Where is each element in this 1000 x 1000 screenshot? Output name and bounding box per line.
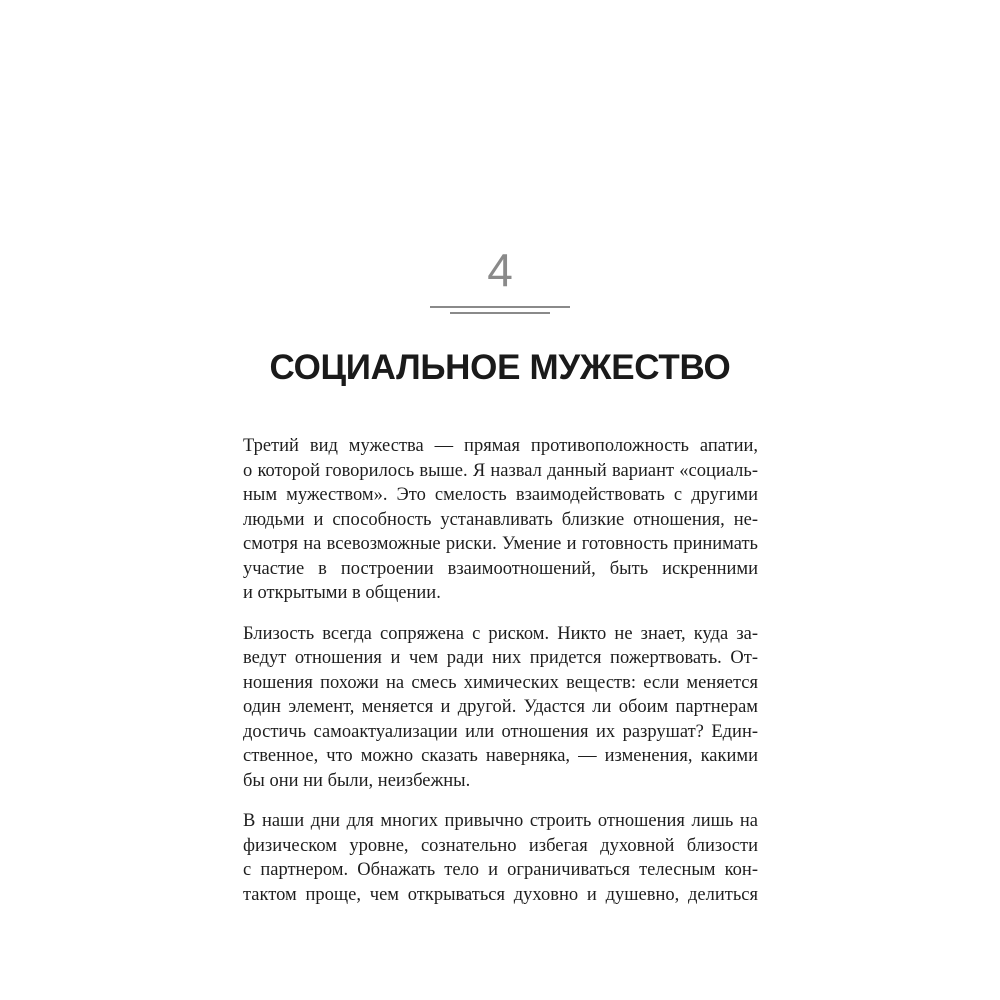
text-line: один элемент, меняется и другой. Удастся ли обоим партнерам: [243, 697, 758, 717]
text-line: физическом уровне, сознательно избегая духовной близости: [243, 835, 758, 856]
chapter-number: 4: [487, 244, 513, 296]
paragraph: [243, 809, 758, 907]
text-line: людьми и способность устанавливать близкие отношения, не-: [243, 509, 758, 530]
body-text: [243, 434, 758, 923]
text-line: ношения похожи на смесь химических веществ: если меняется: [243, 672, 758, 693]
text-line: ственное, что можно сказать наверняка, — изменения, какими: [243, 746, 758, 766]
text-line: ведут отношения и чем ради них придется пожертвовать. От-: [243, 648, 758, 668]
text-line: Близость всегда сопряжена с риском. Никто не знает, куда за-: [243, 623, 758, 644]
chapter-title: СОЦИАЛЬНОЕ МУЖЕСТВО: [269, 348, 731, 387]
text-line: с партнером. Обнажать тело и ограничиваться телесным кон-: [243, 860, 758, 880]
text-line: тактом проще, чем открываться духовно и душевно, делиться: [243, 884, 758, 905]
chapter-rule-top: [430, 306, 570, 308]
text-line: В наши дни для многих привычно строить отношения лишь на: [243, 811, 758, 831]
text-line: смотря на всевозможные риски. Умение и готовность принимать: [243, 534, 758, 554]
chapter-rule-bottom: [450, 312, 550, 314]
paragraph: [243, 622, 758, 794]
text-line: Третий вид мужества — прямая противоположность апатии,: [243, 436, 758, 456]
text-line: участие в построении взаимоотношений, быть искренними: [243, 558, 758, 579]
text-line: и открытыми в общении.: [243, 583, 441, 603]
text-line: ным мужеством». Это смелость взаимодействовать с другими: [243, 485, 758, 505]
text-line: достичь самоактуализации или отношения их разрушат? Един-: [243, 721, 758, 742]
text-line: о которой говорилось выше. Я назвал данный вариант «социаль-: [243, 460, 758, 481]
paragraph: [243, 434, 758, 606]
text-line: бы они ни были, неизбежны.: [243, 770, 471, 791]
